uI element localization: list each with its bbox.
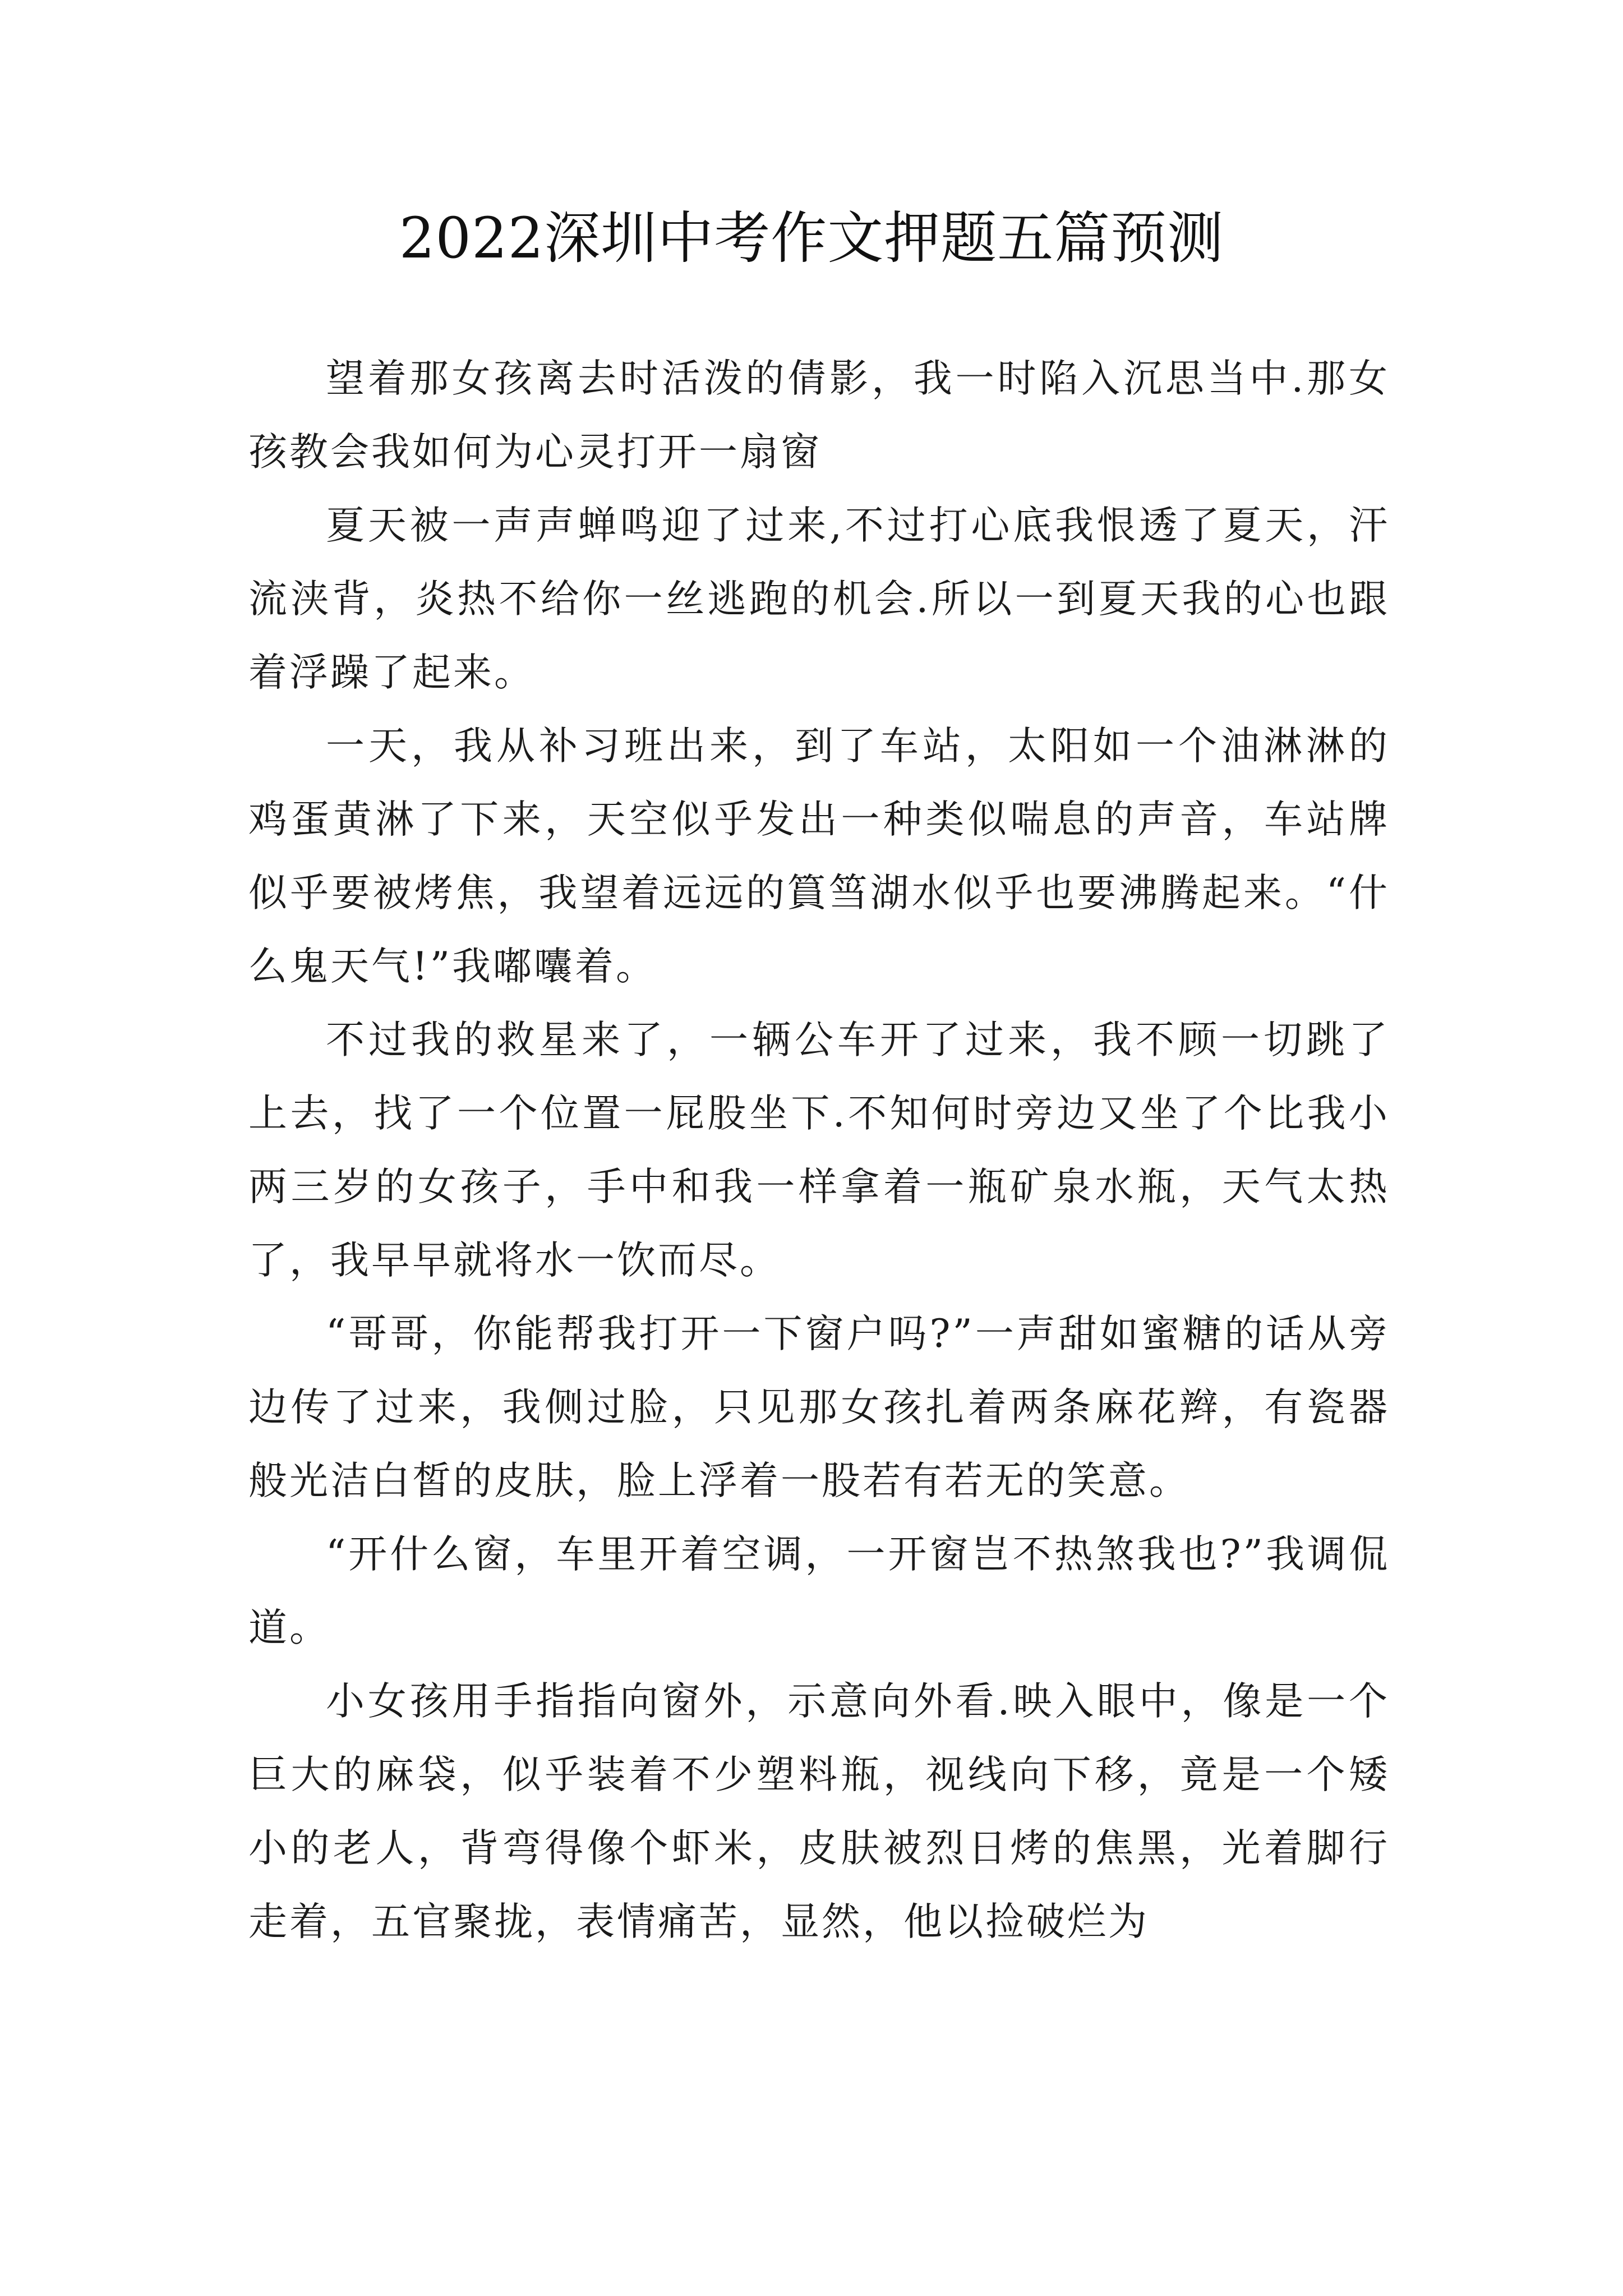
paragraph: 夏天被一声声蝉鸣迎了过来,不过打心底我恨透了夏天，汗流浃背，炎热不给你一丝逃跑的机会.所以一到夏天我的心也跟着浮躁了起来。	[248, 503, 1390, 695]
paragraph: 不过我的救星来了，一辆公车开了过来，我不顾一切跳了上去，找了一个位置一屁股坐下.不知何时旁边又坐了个比我小两三岁的女孩子，手中和我一样拿着一瓶矿泉水瓶，天气太热了，我早早就将水一饮而尽。	[248, 1018, 1390, 1283]
document-body	[248, 342, 1390, 1959]
document-title: 2022深圳中考作文押题五篇预测	[399, 205, 1224, 271]
paragraph: “开什么窗，车里开着空调，一开窗岂不热煞我也?”我调侃道。	[248, 1532, 1390, 1650]
paragraph: “哥哥，你能帮我打开一下窗户吗?”一声甜如蜜糖的话从旁边传了过来，我侧过脸，只见那女孩扎着两条麻花辫，有瓷器般光洁白皙的皮肤，脸上浮着一股若有若无的笑意。	[248, 1312, 1390, 1503]
paragraph: 小女孩用手指指向窗外，示意向外看.映入眼中，像是一个巨大的麻袋，似乎装着不少塑料瓶，视线向下移，竟是一个矮小的老人，背弯得像个虾米，皮肤被烈日烤的焦黑，光着脚行走着，五官聚拢，表情痛苦，显然，他以捡破烂为	[248, 1679, 1390, 1944]
paragraph: 一天，我从补习班出来，到了车站，太阳如一个油淋淋的鸡蛋黄淋了下来，天空似乎发出一种类似喘息的声音，车站牌似乎要被烤焦，我望着远远的篔筜湖水似乎也要沸腾起来。“什么鬼天气!”我嘟囔着。	[248, 724, 1390, 989]
paragraph: 望着那女孩离去时活泼的倩影，我一时陷入沉思当中.那女孩教会我如何为心灵打开一扇窗	[248, 356, 1390, 475]
